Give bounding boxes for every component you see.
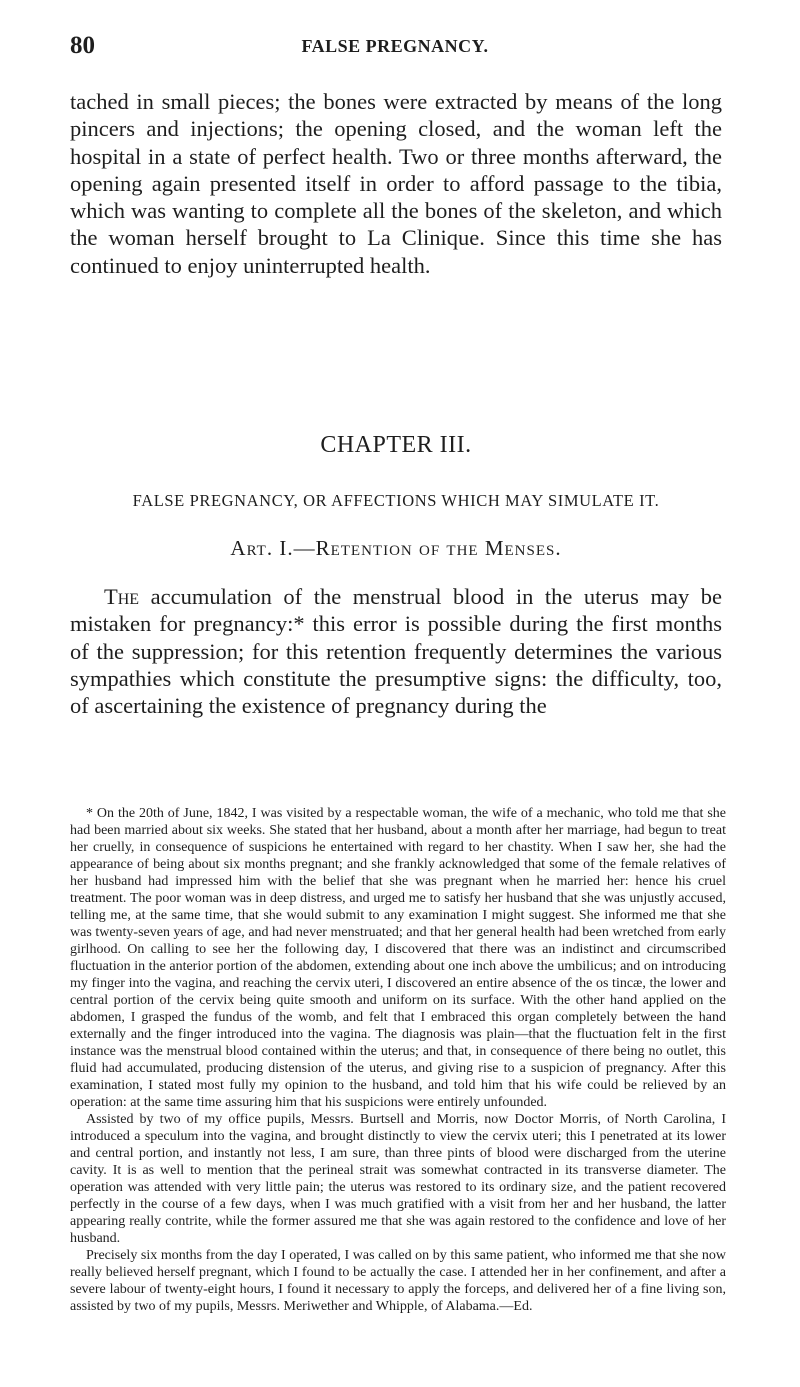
opening-text: accumulation of the menstrual blood in the uterus may be mistaken for pregnancy:* this error is possible during the first months of the suppression; for this retention frequently determines the various sympathies which constitute the presumptive signs: the difficulty, too, of ascertaining the existence of pregnancy during the: [70, 584, 722, 719]
footnote: [70, 805, 726, 1315]
footnote-paragraph: Precisely six months from the day I operated, I was called on by this same patient, who informed me that she now really believed herself pregnant, which I found to be actually the case. I attended her in her confinement, and after a severe labour of twenty-eight hours, I found it necessary to apply the forceps, and delivered her of a fine living son, assisted by two of my pupils, Messrs. Meriwether and Whipple, of Alabama.—Ed.: [70, 1248, 726, 1314]
footnote-paragraph: Assisted by two of my office pupils, Messrs. Burtsell and Morris, now Doctor Morris, of North Carolina, I introduced a speculum into the vagina, and brought distinctly to view the cervix uteri; this I penetrated at its lower and central portion, and instantly not less, I am sure, than three pints of blood were discharged from the uterine cavity. It is as well to mention that the perineal strait was somewhat contracted in its transverse diameter. The operation was attended with very little pain; the uterus was restored to its ordinary size, and the patient recovered perfectly in the course of a few days, when I was much gratified with a visit from her and her husband, the latter appearing really contrite, while the former assured me that she was again restored to the confidence and love of her husband.: [70, 1112, 726, 1246]
running-title: FALSE PREGNANCY.: [301, 36, 489, 56]
opening-lead-word: The: [104, 584, 140, 609]
running-head: [70, 32, 720, 62]
continuation-paragraph: tached in small pieces; the bones were extracted by means of the long pincers and injections; the opening closed, and the woman left the hospital in a state of perfect health. Two or three months afterward, the opening again presented itself in order to afford passage to the tibia, which was wanting to complete all the bones of the skeleton, and which the woman herself brought to La Clinique. Since this time she has continued to enjoy uninterrupted health.: [70, 89, 722, 278]
page-number: 80: [70, 32, 95, 59]
chapter-subtitle: FALSE PREGNANCY, OR AFFECTIONS WHICH MAY SIMULATE IT.: [132, 491, 660, 510]
footnote-paragraph: * On the 20th of June, 1842, I was visited by a respectable woman, the wife of a mechanic, who told me that she had been married about six weeks. She stated that her husband, about a month after her marriage, had begun to treat her cruelly, in consequence of suspicions he entertained with regard to her chastity. When I saw her, she had the appearance of being about six months pregnant; and she frankly acknowledged that some of the female relatives of her husband had impressed him with the belief that she was pregnant when he married her: hence his cruel treatment. The poor woman was in deep distress, and urged me to satisfy her husband that she was unjustly accused, telling me, at the same time, that she would submit to any examination I might suggest. She informed me that she was twenty-seven years of age, and had never menstruated; and that her general health had been wretched from early girlhood. On calling to see her the following day, I discovered that there was an indistinct and circumscribed fluctuation in the anterior portion of the abdomen, extending about one inch above the umbilicus; and on introducing my finger into the vagina, and reaching the cervix uteri, I discovered an entire absence of the os tincæ, the lower and central portion of the cervix being quite smooth and uniform on its surface. With the other hand applied on the abdomen, I grasped the fundus of the womb, and felt that I embraced this organ completely between the hand externally and the finger introduced into the vagina. The diagnosis was plain—that the fluctuation felt in the first instance was the menstrual blood contained within the uterus; and that, in consequence of there being no outlet, this fluid had accumulated, producing distension of the uterus, and giving rise to a suspicion of pregnancy. After this examination, I stated most fully my opinion to the husband, and told him that his wife could be relieved by an operation: at the same time assuring him that his suspicions were entirely unfounded.: [70, 806, 726, 1110]
article-heading: Art. I.—Retention of the Menses.: [230, 536, 562, 560]
chapter-heading: CHAPTER III.: [320, 432, 472, 458]
opening-paragraph: [70, 583, 722, 719]
